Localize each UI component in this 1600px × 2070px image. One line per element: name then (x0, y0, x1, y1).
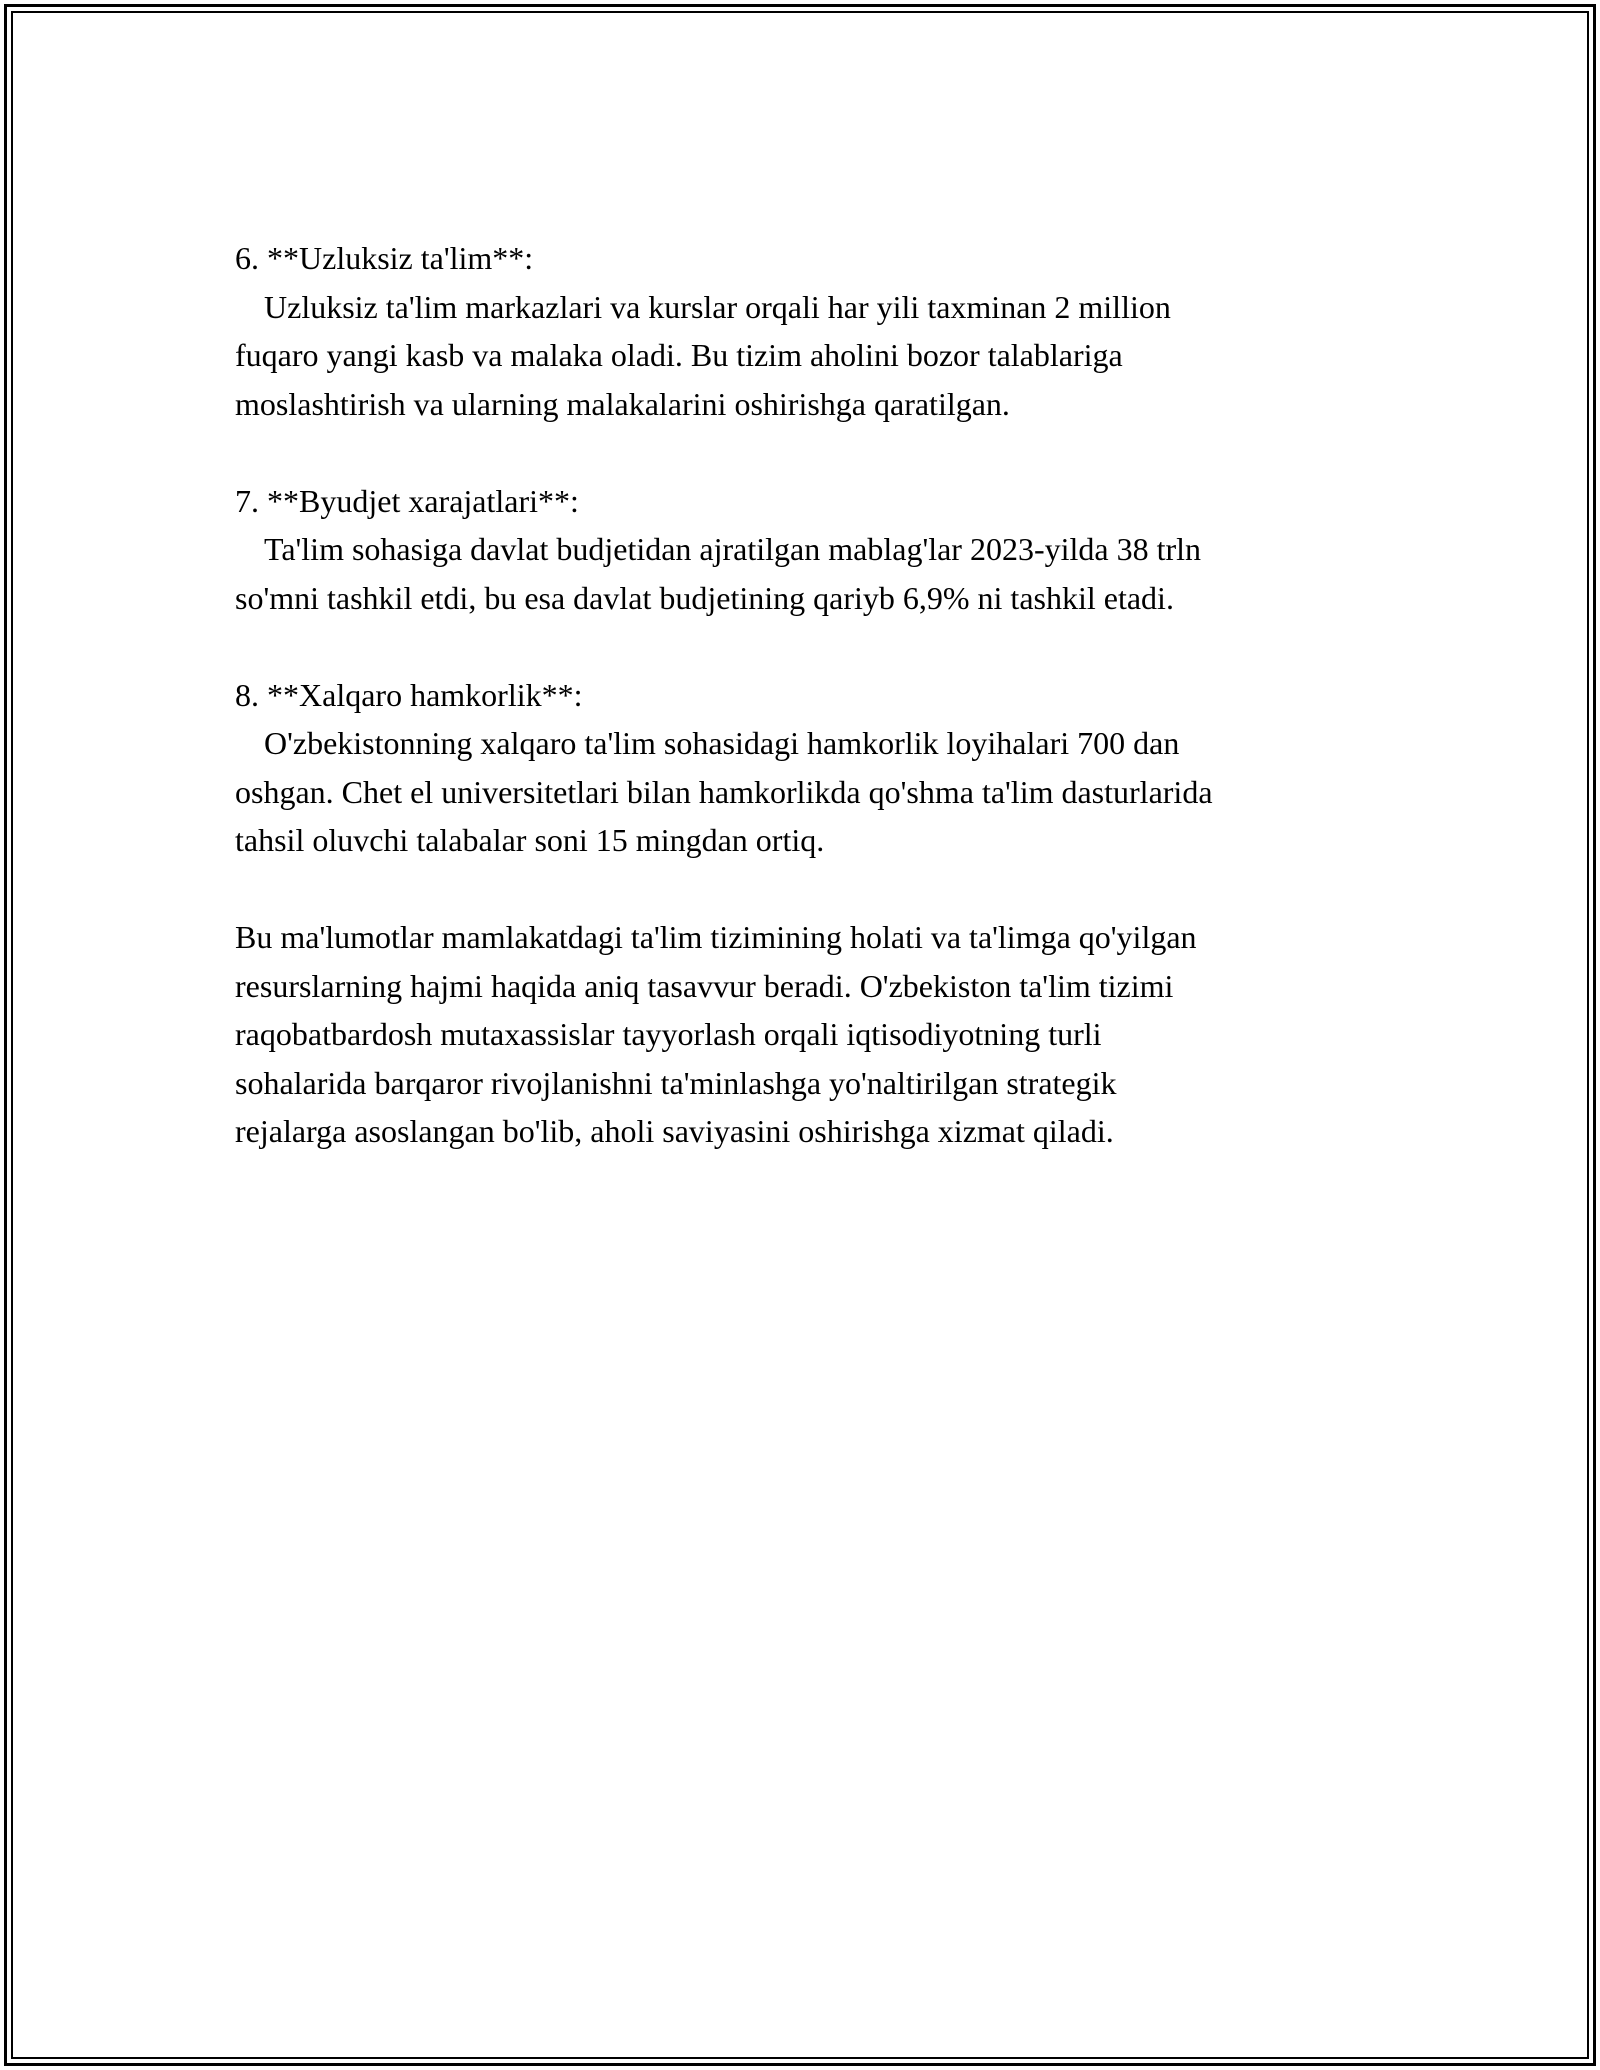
paragraph-line: oshgan. Chet el universitetlari bilan hamkorlikda qo'shma ta'lim dasturlarida (235, 773, 1213, 810)
paragraph-line: tahsil oluvchi talabalar soni 15 mingdan ortiq. (235, 822, 825, 858)
paragraph-line: rejalarga asoslangan bo'lib, aholi saviyasini oshirishga xizmat qiladi. (235, 1113, 1114, 1149)
paragraph-line: Bu ma'lumotlar mamlakatdagi ta'lim tizimining holati va ta'limga qo'yilgan (235, 919, 1197, 955)
section-international-cooperation (235, 671, 1435, 865)
paragraph-line: Ta'lim sohasiga davlat budjetidan ajratilgan mablag'lar 2023-yilda 38 trln (264, 531, 1202, 567)
paragraph-line: resurslarning hajmi haqida aniq tasavvur beradi. O'zbekiston ta'lim tizimi (235, 967, 1174, 1004)
paragraph-line: raqobatbardosh mutaxassislar tayyorlash orqali iqtisodiyotning turli (235, 1016, 1102, 1052)
section-heading: 8. **Xalqaro hamkorlik**: (235, 676, 583, 713)
conclusion-paragraph (235, 913, 1435, 1156)
paragraph-line: fuqaro yangi kasb va malaka oladi. Bu tizim aholini bozor talablariga (235, 337, 1123, 373)
section-heading: 7. **Byudjet xarajatlari**: (235, 482, 579, 519)
section-continuous-education (235, 234, 1435, 428)
section-budget-expenses (235, 477, 1435, 623)
paragraph-line: Uzluksiz ta'lim markazlari va kurslar orqali har yili taxminan 2 million (264, 288, 1171, 325)
paragraph-line: so'mni tashkil etdi, bu esa davlat budjetining qariyb 6,9% ni tashkil etadi. (235, 579, 1174, 616)
section-heading: 6. **Uzluksiz ta'lim**: (235, 240, 534, 276)
paragraph-line: sohalarida barqaror rivojlanishni ta'minlashga yo'naltirilgan strategik (235, 1064, 1117, 1101)
paragraph-line: O'zbekistonning xalqaro ta'lim sohasidagi hamkorlik loyihalari 700 dan (264, 725, 1180, 761)
document-body (235, 234, 1435, 1204)
paragraph-line: moslashtirish va ularning malakalarini oshirishga qaratilgan. (235, 385, 1010, 422)
